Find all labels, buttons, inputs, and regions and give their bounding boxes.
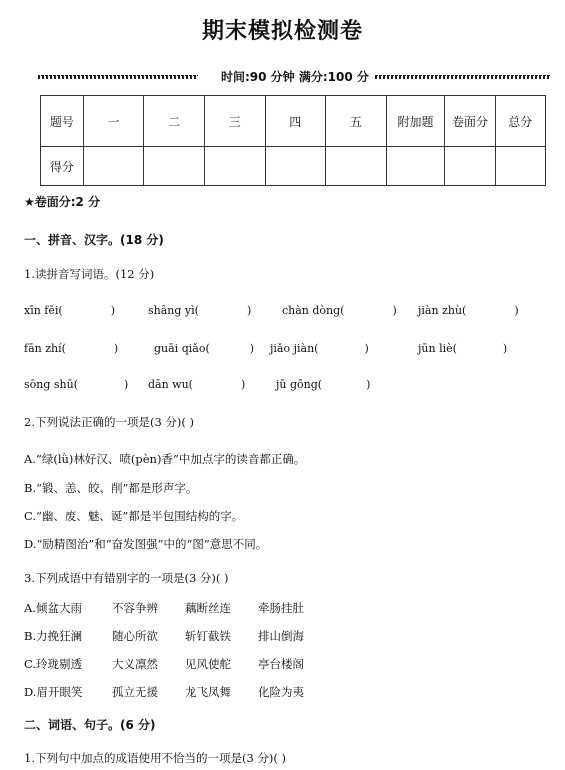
idiom: 排山倒海 xyxy=(258,629,304,643)
score-cell[interactable] xyxy=(83,147,144,186)
option-text: B.“锻、恙、皎、削”都是形声字。 xyxy=(24,481,198,495)
score-cell[interactable] xyxy=(386,147,445,186)
idiom-option: A.倾盆大雨 xyxy=(24,601,82,615)
section-heading: 二、词语、句子。(6 分) xyxy=(24,718,156,732)
pinyin-item: fān zhí( ) xyxy=(24,342,119,355)
score-row-label: 得分 xyxy=(41,147,84,186)
pinyin-item: jūn liè( ) xyxy=(418,342,508,355)
question-text: 3.下列成语中有错别字的一项是(3 分)( ) xyxy=(24,571,229,585)
idiom-option: D.眉开眼笑 xyxy=(24,685,83,699)
pinyin-item: sōng shū( ) xyxy=(24,378,129,391)
score-cell[interactable] xyxy=(265,147,326,186)
pinyin-item: xīn fēi( ) xyxy=(24,304,115,317)
idiom: 斩钉截铁 xyxy=(185,629,231,643)
option-text: C.“幽、废、魅、诞”都是半包围结构的字。 xyxy=(24,509,244,523)
idiom: 牵肠挂肚 xyxy=(258,601,304,615)
score-table-header: 四 xyxy=(265,96,326,147)
question-text: 2.下列说法正确的一项是(3 分)( ) xyxy=(24,415,195,429)
idiom: 亭台楼阁 xyxy=(258,657,304,671)
section-heading: 一、拼音、汉字。(18 分) xyxy=(24,233,164,247)
question-text: 1.下列句中加点的成语使用不恰当的一项是(3 分)( ) xyxy=(24,751,287,765)
idiom: 龙飞凤舞 xyxy=(185,685,231,699)
score-table xyxy=(40,95,546,186)
score-cell[interactable] xyxy=(144,147,205,186)
pinyin-item: guāi qiǎo( ) xyxy=(154,342,255,355)
idiom: 孤立无援 xyxy=(112,685,158,699)
score-cell[interactable] xyxy=(326,147,387,186)
score-table-header: 卷面分 xyxy=(445,96,495,147)
neatness-score: ★卷面分:2 分 xyxy=(24,195,101,209)
exam-title: 期末模拟检测卷 xyxy=(201,19,363,44)
score-table-score-row xyxy=(41,147,546,186)
pinyin-item: shāng yì( ) xyxy=(148,304,252,317)
option-text: D.“励精图治”和“奋发图强”中的“图”意思不同。 xyxy=(24,537,268,551)
decorative-wave-left xyxy=(38,75,198,79)
score-table-header: 三 xyxy=(204,96,265,147)
pinyin-item: jū gōng( ) xyxy=(276,378,371,391)
score-cell[interactable] xyxy=(204,147,265,186)
idiom-option: B.力挽狂澜 xyxy=(24,629,83,643)
score-cell[interactable] xyxy=(495,147,545,186)
pinyin-item: jiǎo jiàn( ) xyxy=(270,342,369,355)
question-text: 1.读拼音写词语。(12 分) xyxy=(24,267,155,281)
decorative-wave-right xyxy=(375,75,550,79)
pinyin-item: chàn dòng( ) xyxy=(282,304,397,317)
score-table-header: 五 xyxy=(326,96,387,147)
pinyin-item: dān wu( ) xyxy=(148,378,246,391)
score-table-header: 二 xyxy=(144,96,205,147)
pinyin-item: jiàn zhù( ) xyxy=(418,304,519,317)
idiom: 化险为夷 xyxy=(258,685,304,699)
score-cell[interactable] xyxy=(445,147,495,186)
option-text: A.“绿(lǜ)林好汉、喷(pèn)香”中加点字的读音都正确。 xyxy=(24,452,306,466)
idiom: 见风使舵 xyxy=(185,657,231,671)
score-table-header: 总分 xyxy=(495,96,545,147)
exam-subtitle-line xyxy=(38,70,550,84)
score-table-header: 题号 xyxy=(41,96,84,147)
score-table-header: 附加题 xyxy=(386,96,445,147)
idiom: 不容争辨 xyxy=(112,601,158,615)
time-and-score-info: 时间:90 分钟 满分:100 分 xyxy=(221,70,369,84)
idiom: 大义凛然 xyxy=(112,657,158,671)
idiom: 藕断丝连 xyxy=(185,601,231,615)
idiom-option: C.玲珑剔透 xyxy=(24,657,83,671)
score-table-header-row xyxy=(41,96,546,147)
idiom: 随心所欲 xyxy=(112,629,158,643)
score-table-header: 一 xyxy=(83,96,144,147)
